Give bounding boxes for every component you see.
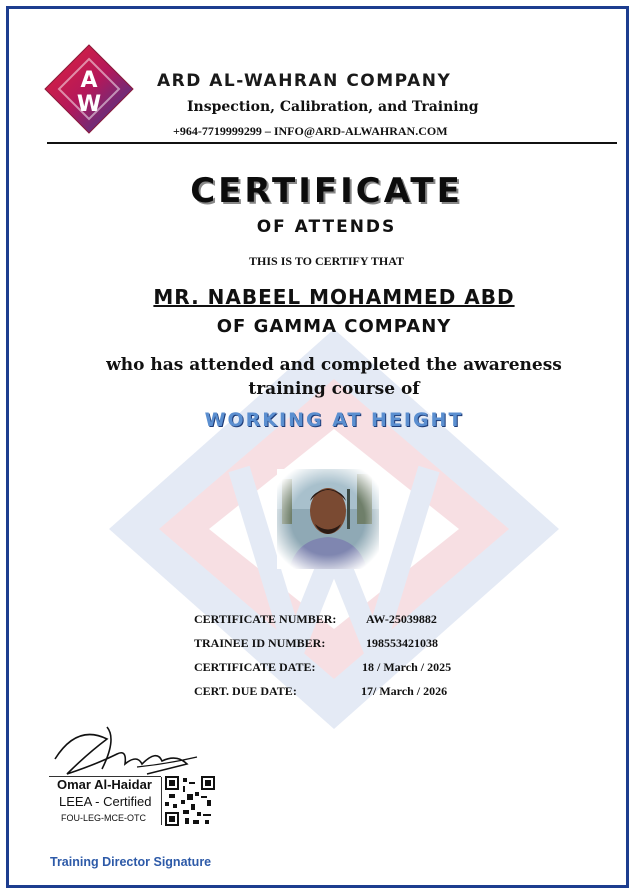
trainee-name: MR. NABEEL MOHAMMED ABD — [153, 285, 515, 309]
company-name: ARD AL-WAHRAN COMPANY — [157, 71, 452, 91]
detail-label: TRAINEE ID NUMBER: — [194, 636, 326, 650]
attended-line-1: who has attended and completed the awareness — [106, 355, 562, 375]
certify-line: THIS IS TO CERTIFY THAT — [249, 254, 404, 268]
attended-line-2: training course of — [248, 379, 420, 399]
detail-value: AW-25039882 — [366, 612, 437, 626]
svg-text:W: W — [76, 92, 102, 117]
certificate-frame — [6, 6, 629, 888]
course-title: WORKING AT HEIGHT — [204, 409, 464, 431]
detail-value: 17/ March / 2026 — [361, 684, 448, 698]
detail-label: CERTIFICATE NUMBER: — [194, 612, 337, 626]
signer-name: Omar Al-Haidar — [57, 777, 152, 792]
svg-text:A: A — [80, 68, 98, 93]
header-divider — [47, 142, 617, 144]
qr-code-icon[interactable] — [165, 776, 215, 826]
certificate-title: CERTIFICATE — [190, 171, 463, 211]
trainee-company: OF GAMMA COMPANY — [216, 316, 452, 337]
signer-certification: LEEA - Certified — [59, 794, 152, 809]
trainee-photo — [277, 469, 379, 569]
company-contact: +964-7719999299 – INFO@ARD-ALWAHRAN.COM — [173, 124, 448, 138]
signature-divider — [161, 777, 162, 825]
detail-value: 198553421038 — [366, 636, 438, 650]
detail-label: CERTIFICATE DATE: — [194, 660, 316, 674]
director-signature-label: Training Director Signature — [50, 855, 212, 869]
detail-value: 18 / March / 2025 — [362, 660, 452, 674]
certificate-subtitle: OF ATTENDS — [256, 217, 397, 237]
company-tagline: Inspection, Calibration, and Training — [187, 99, 479, 115]
company-logo-icon — [41, 41, 137, 137]
attended-statement — [9, 353, 629, 401]
detail-label: CERT. DUE DATE: — [194, 684, 297, 698]
signer-codes: FOU-LEG-MCE-OTC — [61, 813, 146, 823]
